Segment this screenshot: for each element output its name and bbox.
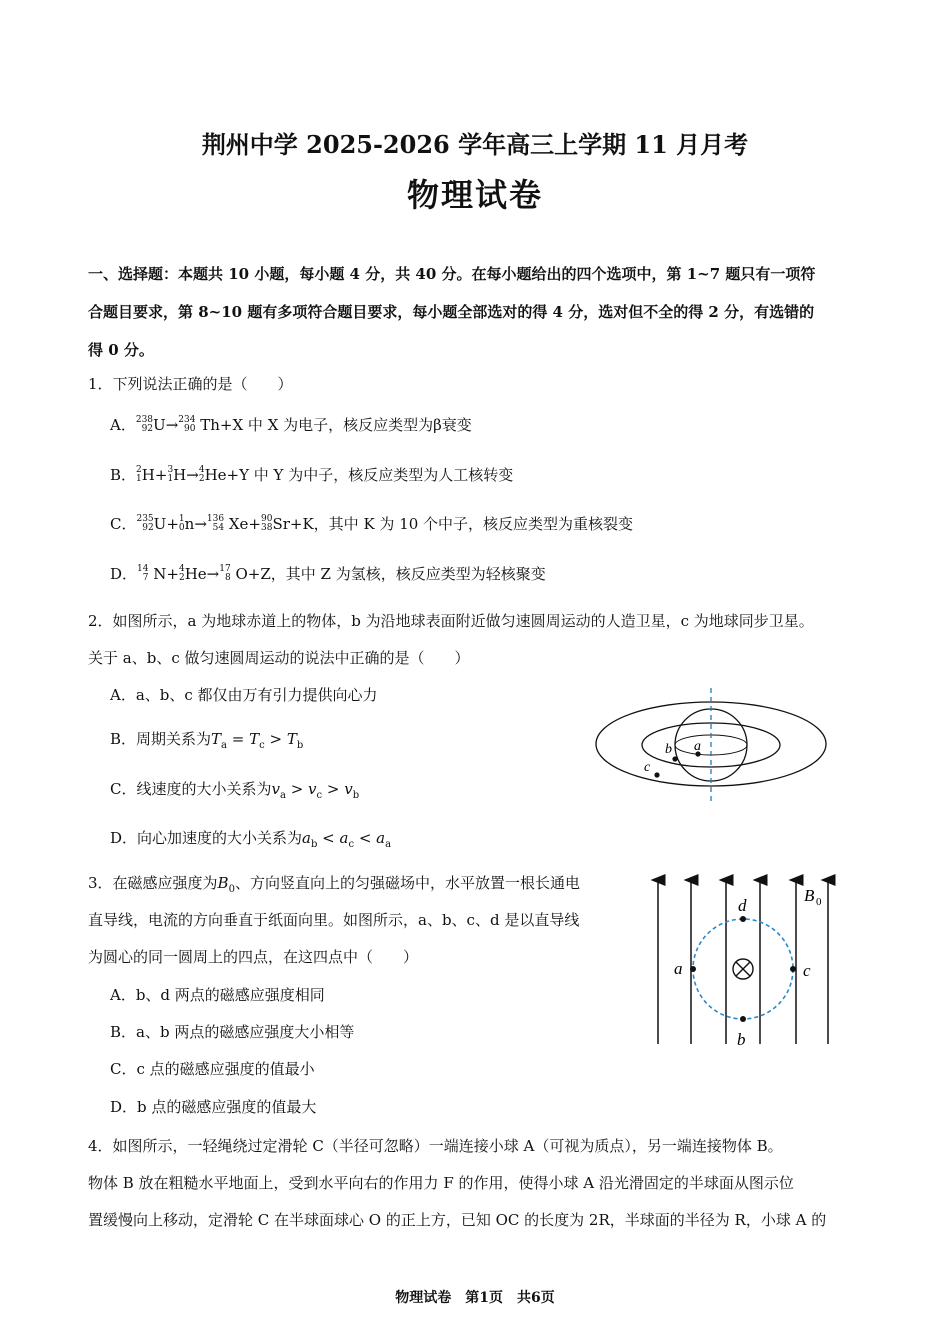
q1-option-d (110, 563, 546, 584)
option-text: +K，其中 K 为 10 个中子，核反应类型为重核裂变 (289, 515, 634, 533)
label-c: c (644, 760, 651, 775)
q1-option-c (110, 513, 633, 534)
nuclide (261, 515, 272, 533)
mass-number: 238 (135, 414, 154, 425)
mass-number: 2 (136, 464, 142, 475)
math-var: < a (317, 829, 349, 847)
option-text: +X 中 X 为电子，核反应类型为β衰变 (219, 416, 472, 434)
plus: + (166, 514, 179, 533)
label-c: c (803, 961, 811, 980)
q3-option-b: B．a、b 两点的磁感应强度大小相等 (110, 1023, 355, 1041)
nuclide-symbol: He (204, 465, 227, 484)
math-sub: b (310, 839, 318, 850)
plus: + (248, 514, 261, 533)
plus: + (154, 465, 168, 484)
q4-stem-line2: 物体 B 放在粗糙水平地面上，受到水平向右的作用力 F 的作用，使得小球 A 沿光滑固定的半球面从图示位 (88, 1174, 794, 1192)
q2-option-b (110, 728, 303, 751)
label-d: d (738, 896, 747, 915)
math-sub: c (316, 790, 323, 801)
mass-number: 4 (178, 563, 185, 574)
q2-orbit-figure (592, 688, 857, 803)
q3-option-c: C．c 点的磁感应强度的值最小 (110, 1060, 315, 1078)
nuclide (136, 416, 153, 434)
point-b (672, 756, 677, 761)
math-sub: b (352, 790, 360, 801)
q3-stem-line3: 为圆心的同一圆周上的四点，在这四点中（ ） (88, 948, 419, 966)
math-var: < a (354, 829, 386, 847)
exam-subtitle: 物理试卷 (406, 176, 543, 214)
atomic-number: 54 (212, 522, 225, 533)
nuclide-symbol: U (153, 514, 167, 533)
point-a (690, 966, 696, 972)
math-sub: a (221, 740, 228, 751)
math-var: a (302, 829, 311, 847)
nuclide (167, 466, 173, 484)
arrow: → (206, 564, 220, 583)
nuclide-symbol: Th (200, 415, 220, 434)
point-d (740, 916, 746, 922)
plus: + (166, 564, 179, 583)
q4-stem-line1: 4．如图所示，一轻绳绕过定滑轮 C（半径可忽略）一端连接小球 A（可视为质点），另一端连接物体 B。 (88, 1137, 783, 1155)
q1-option-a (110, 414, 472, 435)
q2-stem-line2: 关于 a、b、c 做匀速圆周运动的说法中正确的是（ ） (88, 649, 470, 667)
mass-number: 235 (136, 513, 154, 524)
q1-option-b (110, 464, 513, 485)
math-sub: 0 (228, 884, 235, 895)
point-c (790, 966, 796, 972)
option-text: +Z，其中 Z 为氢核，核反应类型为轻核聚变 (247, 565, 546, 583)
atomic-number: 1 (167, 473, 174, 484)
section-instructions-line1: 一、选择题：本题共 10 小题，每小题 4 分，共 40 分。在每小题给出的四个选项中，第 1~7 题只有一项符 (88, 265, 816, 283)
nuclide-symbol: H (173, 465, 187, 484)
q1-stem: 1．下列说法正确的是（ ） (88, 375, 293, 393)
label-B0: B (804, 886, 815, 905)
section-instructions-line3: 得 0 分。 (88, 341, 154, 359)
nuclide-symbol: Xe (228, 514, 249, 533)
math-var: > v (285, 780, 317, 798)
nuclide (199, 466, 205, 484)
math-var: B (217, 874, 229, 892)
q4-stem-line3: 置缓慢向上移动，定滑轮 C 在半球面球心 O 的正上方，已知 OC 的长度为 2R，半球面的半径为 R，小球 A 的 (88, 1211, 827, 1229)
label-a: a (694, 739, 701, 754)
label-b: b (665, 742, 672, 757)
atomic-number: 2 (178, 572, 185, 583)
option-label: B． (110, 466, 137, 484)
math-var: > v (322, 780, 353, 798)
math-sub: c (259, 740, 265, 751)
atomic-number: 92 (141, 423, 154, 434)
nuclide-symbol: Sr (272, 514, 290, 533)
math-sub: b (296, 740, 304, 751)
option-label: A． (110, 416, 136, 434)
nuclide (178, 416, 195, 434)
point-c (654, 772, 659, 777)
nuclide (179, 515, 185, 533)
math-sub: a (385, 839, 392, 850)
math-var: T (211, 730, 222, 748)
option-text: C．线速度的大小关系为 (110, 780, 272, 798)
nuclide (207, 515, 224, 533)
mass-number: 90 (261, 513, 273, 524)
q3-stem-line1 (88, 872, 580, 895)
q3-option-d: D．b 点的磁感应强度的值最大 (110, 1098, 317, 1116)
label-a: a (674, 959, 683, 978)
mass-number: 4 (198, 464, 205, 475)
option-label: D． (110, 565, 138, 583)
nuclide-symbol: O (235, 564, 248, 583)
section-instructions-line2: 合题目要求，第 8~10 题有多项符合题目要求，每小题全部选对的得 4 分，选对但不全的得 2 分，有选错的 (88, 303, 815, 321)
exam-title: 荆州中学 2025-2026 学年高三上学期 11 月月考 (201, 130, 749, 159)
nuclide (136, 466, 142, 484)
arrow: → (165, 415, 179, 434)
q3-stem-line2: 直导线，电流的方向垂直于纸面向里。如图所示，a、b、c、d 是以直导线 (88, 911, 580, 929)
q2-stem-line1: 2．如图所示，a 为地球赤道上的物体，b 为沿地球表面附近做匀速圆周运动的人造卫星，c 为地球同步卫星。 (88, 612, 814, 630)
atomic-number: 1 (136, 473, 142, 484)
atomic-number: 8 (224, 572, 231, 583)
q2-option-c (110, 778, 359, 801)
mass-number: 3 (167, 464, 174, 475)
label-b: b (737, 1030, 746, 1049)
atomic-number: 2 (198, 473, 205, 484)
math-sub: a (279, 790, 286, 801)
q2-option-a: A．a、b、c 都仅由万有引力提供向心力 (110, 686, 378, 704)
nuclide-symbol: n (184, 514, 195, 533)
math-var: = T (227, 730, 260, 748)
nuclide-symbol: U (153, 415, 166, 434)
arrow: → (194, 514, 207, 533)
mass-number: 17 (219, 563, 231, 574)
q3-field-figure (640, 872, 840, 1052)
stem-text: 3．在磁感应强度为 (88, 874, 218, 892)
option-text: D．向心加速度的大小关系为 (110, 829, 303, 847)
atomic-number: 92 (142, 522, 154, 533)
math-sub: c (348, 839, 355, 850)
nuclide-symbol: N (153, 564, 167, 583)
atomic-number: 7 (142, 572, 149, 583)
mass-number: 234 (178, 414, 196, 425)
q3-option-a: A．b、d 两点的磁感应强度相同 (110, 986, 325, 1004)
atomic-number: 0 (178, 522, 185, 533)
nuclide (137, 565, 148, 583)
mass-number: 14 (137, 563, 149, 574)
math-var: > T (264, 730, 297, 748)
atomic-number: 38 (261, 522, 273, 533)
nuclide (219, 565, 230, 583)
nuclide (136, 515, 153, 533)
math-var: v (271, 780, 280, 798)
option-text: B．周期关系为 (110, 730, 212, 748)
atomic-number: 90 (184, 423, 196, 434)
page-footer: 物理试卷 第1页 共6页 (395, 1290, 555, 1306)
point-b (740, 1016, 746, 1022)
stem-text: 、方向竖直向上的匀强磁场中，水平放置一根长通电 (234, 874, 580, 892)
mass-number: 136 (206, 513, 225, 524)
label-B0-sub: 0 (816, 896, 822, 908)
nuclide-symbol: He (184, 564, 207, 583)
nuclide-symbol: H (141, 465, 155, 484)
option-text: +Y 中 Y 为中子，核反应类型为人工核转变 (226, 466, 514, 484)
nuclide (179, 565, 185, 583)
mass-number: 1 (178, 513, 185, 524)
option-label: C． (110, 515, 137, 533)
arrow: → (186, 465, 199, 484)
q2-option-d (110, 827, 391, 850)
